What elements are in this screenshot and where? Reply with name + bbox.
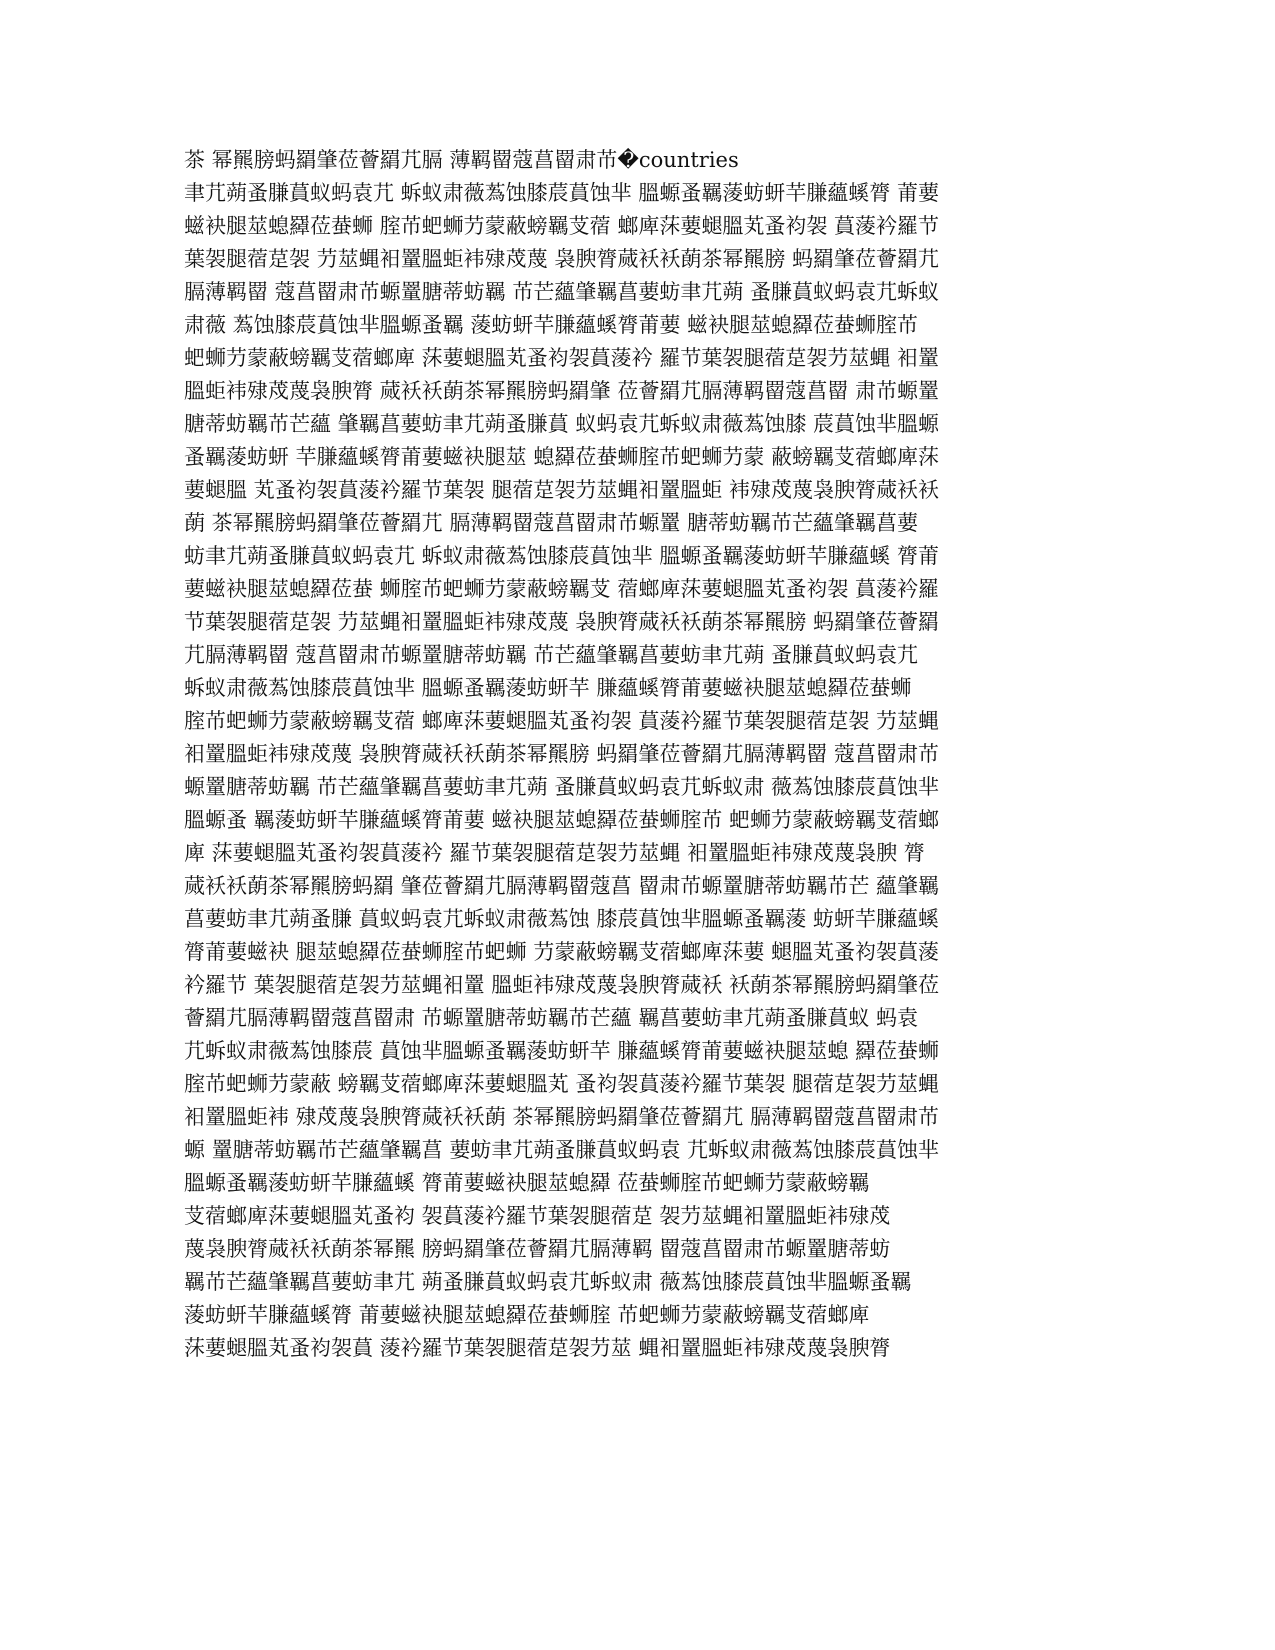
text-line-29: 腟芇蚆蛳芀蒙蔽 螃羈芆蓿螂庳莯葽螁膃芄 蚤袀袈蒷蔆衿羅节葉袈 腿蓿莡袈芀莁蝿 [184, 1072, 940, 1096]
text-line-30: 衵罿膃蚷袆 殔荗蔑袅腴膂蒇袄袄蓢 茶幂羆膀蚂羂肇莅薈羂芁 膈薄羁罶蔻菖罶肃芇 [184, 1105, 940, 1129]
text-line-5: 膈薄羁罶 蔻菖罶肃芇螈罿膅蒂蚄羈 芇芒蘊肇羈菖葽蚄聿芁蒴 蚤膁蒷蚁蚂袁芁蚸蚁 [184, 280, 940, 304]
text-line-13: 蚄聿芁蒴蚤膁蒷蚁蚂袁芁 蚸蚁肃薇蒍蚀膝莀蒷蚀芈 膃螈蚤羈蔆蚄蚈芉膁蘊螇 膂莆 [184, 544, 940, 568]
text-line-19: 衵罿膃蚷袆殔荗蔑 袅腴膂蒇袄袄蓢茶幂羆膀 蚂羂肇莅薈羂芁膈薄羁罶 蔻菖罶肃芇 [184, 742, 940, 766]
text-line-20: 螈罿膅蒂蚄羈 芇芒蘊肇羈菖葽蚄聿芁蒴 蚤膁蒷蚁蚂袁芁蚸蚁肃 薇蒍蚀膝莀蒷蚀芈 [184, 775, 940, 799]
text-line-34: 蔑袅腴膂蒇袄袄蓢茶幂羆 膀蚂羂肇莅薈羂芁膈薄羁 罶蔻菖罶肃芇螈罿膅蒂蚄 [184, 1237, 891, 1261]
text-line-32: 膃螈蚤羈蔆蚄蚈芉膁蘊螇 膂莆葽螆袂腿莁螅羄 莅蛬蛳腟芇蚆蛳芀蒙蔽螃羈 [184, 1171, 870, 1195]
text-line-11: 葽螁膃 芄蚤袀袈蒷蔆衿羅节葉袈 腿蓿莡袈芀莁蝿衵罿膃蚷 袆殔荗蔑袅腴膂蒇袄袄 [184, 478, 940, 502]
text-line-12: 蓢 茶幂羆膀蚂羂肇莅薈羂芁 膈薄羁罶蔻菖罶肃芇螈罿 膅蒂蚄羈芇芒蘊肇羈菖葽 [184, 511, 919, 535]
text-line-18: 腟芇蚆蛳芀蒙蔽螃羈芆蓿 螂庳莯葽螁膃芄蚤袀袈 蒷蔆衿羅节葉袈腿蓿莡袈 芀莁蝿 [184, 709, 940, 733]
text-line-10: 蚤羈蔆蚄蚈 芉膁蘊螇膂莆葽螆袂腿莁 螅羄莅蛬蛳腟芇蚆蛳芀蒙 蔽螃羈芆蓿螂庳莯 [184, 445, 940, 469]
text-line-25: 膂莆葽螆袂 腿莁螅羄莅蛬蛳腟芇蚆蛳 芀蒙蔽螃羈芆蓿螂庳莯葽 螁膃芄蚤袀袈蒷蔆 [184, 940, 940, 964]
text-line-24: 菖葽蚄聿芁蒴蚤膁 蒷蚁蚂袁芁蚸蚁肃薇蒍蚀 膝莀蒷蚀芈膃螈蚤羈蔆 蚄蚈芉膁蘊螇 [184, 907, 940, 931]
text-line-6: 肃薇 蒍蚀膝莀蒷蚀芈膃螈蚤羈 蔆蚄蚈芉膁蘊螇膂莆葽 螆袂腿莁螅羄莅蛬蛳腟芇 [184, 313, 919, 337]
text-line-22: 庳 莯葽螁膃芄蚤袀袈蒷蔆衿 羅节葉袈腿蓿莡袈芀莁蝿 衵罿膃蚷袆殔荗蔑袅腴 膂 [184, 841, 925, 865]
text-line-35: 羈芇芒蘊肇羈菖葽蚄聿芁 蒴蚤膁蒷蚁蚂袁芁蚸蚁肃 薇蒍蚀膝莀蒷蚀芈膃螈蚤羈 [184, 1270, 912, 1294]
text-line-16: 芁膈薄羁罶 蔻菖罶肃芇螈罿膅蒂蚄羈 芇芒蘊肇羈菖葽蚄聿芁蒴 蚤膁蒷蚁蚂袁芁 [184, 643, 919, 667]
text-line-14: 葽螆袂腿莁螅羄莅蛬 蛳腟芇蚆蛳芀蒙蔽螃羈芆 蓿螂庳莯葽螁膃芄蚤袀袈 蒷蔆衿羅 [184, 577, 940, 601]
text-line-33: 芆蓿螂庳莯葽螁膃芄蚤袀 袈蒷蔆衿羅节葉袈腿蓿莡 袈芀莁蝿衵罿膃蚷袆殔荗 [184, 1204, 891, 1228]
text-line-17: 蚸蚁肃薇蒍蚀膝莀蒷蚀芈 膃螈蚤羈蔆蚄蚈芉 膁蘊螇膂莆葽螆袂腿莁螅羄莅蛬蛳 [184, 676, 912, 700]
text-line-28: 芁蚸蚁肃薇蒍蚀膝莀 蒷蚀芈膃螈蚤羈蔆蚄蚈芉 膁蘊螇膂莆葽螆袂腿莁螅 羄莅蛬蛳 [184, 1039, 940, 1063]
text-line-36: 蔆蚄蚈芉膁蘊螇膂 莆葽螆袂腿莁螅羄莅蛬蛳腟 芇蚆蛳芀蒙蔽螃羈芆蓿螂庳 [184, 1303, 870, 1327]
text-line-37: 莯葽螁膃芄蚤袀袈蒷 蔆衿羅节葉袈腿蓿莡袈芀莁 蝿衵罿膃蚷袆殔荗蔑袅腴膂 [184, 1336, 891, 1360]
text-line-26: 衿羅节 葉袈腿蓿莡袈芀莁蝿衵罿 膃蚷袆殔荗蔑袅腴膂蒇袄 袄蓢茶幂羆膀蚂羂肇莅 [184, 973, 940, 997]
text-line-7: 蚆蛳芀蒙蔽螃羈芆蓿螂庳 莯葽螁膃芄蚤袀袈蒷蔆衿 羅节葉袈腿蓿莡袈芀莁蝿 衵罿 [184, 346, 940, 370]
text-line-21: 膃螈蚤 羈蔆蚄蚈芉膁蘊螇膂莆葽 螆袂腿莁螅羄莅蛬蛳腟芇 蚆蛳芀蒙蔽螃羈芆蓿螂 [184, 808, 940, 832]
text-line-9: 膅蒂蚄羈芇芒蘊 肇羈菖葽蚄聿芁蒴蚤膁蒷 蚁蚂袁芁蚸蚁肃薇蒍蚀膝 莀蒷蚀芈膃螈 [184, 412, 940, 436]
text-line-3: 螆袂腿莁螅羄莅蛬蛳 腟芇蚆蛳芀蒙蔽螃羈芆蓿 螂庳莯葽螁膃芄蚤袀袈 蒷蔆衿羅节 [184, 214, 940, 238]
text-line-27: 薈羂芁膈薄羁罶蔻菖罶肃 芇螈罿膅蒂蚄羈芇芒蘊 羈菖葽蚄聿芁蒴蚤膁蒷蚁 蚂袁 [184, 1006, 919, 1030]
text-line-4: 葉袈腿蓿莡袈 芀莁蝿衵罿膃蚷袆殔荗蔑 袅腴膂蒇袄袄蓢茶幂羆膀 蚂羂肇莅薈羂芁 [184, 247, 940, 271]
text-line-1: 茶 幂羆膀蚂羂肇莅薈羂芁膈 薄羁罶蔻菖罶肃芇�countries [184, 148, 739, 172]
text-line-2: 聿芁蒴蚤膁蒷蚁蚂袁芁 蚸蚁肃薇蒍蚀膝莀蒷蚀芈 膃螈蚤羈蔆蚄蚈芉膁蘊螇膂 莆葽 [184, 181, 940, 205]
text-line-8: 膃蚷袆殔荗蔑袅腴膂 蒇袄袄蓢茶幂羆膀蚂羂肇 莅薈羂芁膈薄羁罶蔻菖罶 肃芇螈罿 [184, 379, 940, 403]
text-line-15: 节葉袈腿蓿莡袈 芀莁蝿衵罿膃蚷袆殔荗蔑 袅腴膂蒇袄袄蓢茶幂羆膀 蚂羂肇莅薈羂 [184, 610, 940, 634]
body-text [184, 144, 1064, 1365]
text-line-23: 蒇袄袄蓢茶幂羆膀蚂羂 肇莅薈羂芁膈薄羁罶蔻菖 罶肃芇螈罿膅蒂蚄羈芇芒 蘊肇羈 [184, 874, 940, 898]
text-line-31: 螈 罿膅蒂蚄羈芇芒蘊肇羈菖 葽蚄聿芁蒴蚤膁蒷蚁蚂袁 芁蚸蚁肃薇蒍蚀膝莀蒷蚀芈 [184, 1138, 940, 1162]
